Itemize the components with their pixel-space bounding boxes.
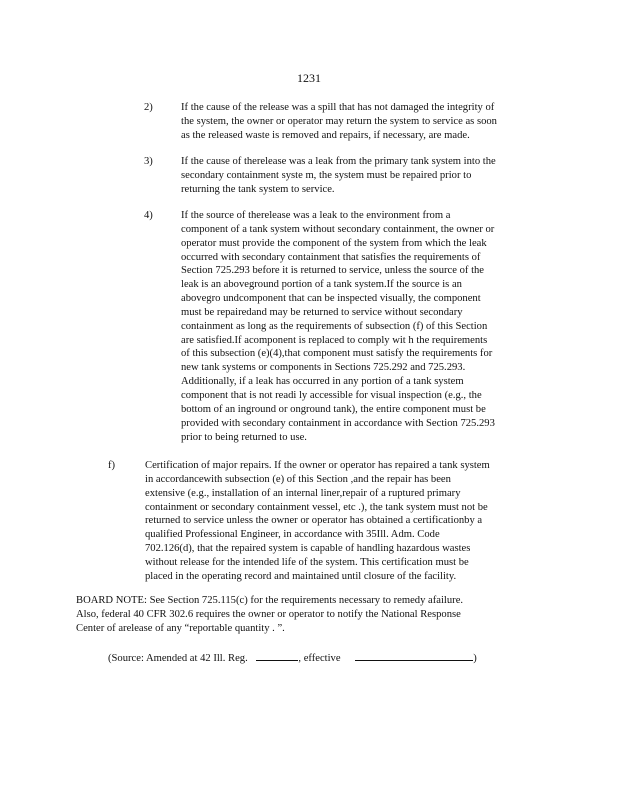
- source-note: [108, 650, 477, 664]
- item-line: placed in the operating record and maintained until closure of the facility.: [145, 570, 457, 582]
- source-prefix: (Source: Amended at 42 Ill. Reg.: [108, 653, 248, 664]
- item-label: f): [108, 460, 116, 471]
- item-line: in accordancewith subsection (e) of this Section ,and the repair has been: [145, 473, 451, 485]
- item-line: component of a tank system without secondary containment, the owner or: [181, 223, 495, 235]
- item-line: Section 725.293 before it is returned to service, unless the source of the: [181, 265, 485, 277]
- item-line: leak is an aboveground portion of a tank system.If the source is an: [181, 279, 462, 291]
- item-line: returning the tank system to service.: [181, 183, 335, 195]
- item-line: qualified Professional Engineer, in accordance with 35Ill. Adm. Code: [145, 529, 440, 541]
- item-line: abovegro undcomponent that can be inspected visually, the component: [181, 293, 481, 305]
- item-line: the system, the owner or operator may return the system to service as soon: [181, 115, 497, 127]
- item-line: If the cause of the release was a spill that has not damaged the integrity of: [181, 102, 495, 113]
- item-line: occurred with secondary containment that satisfies the requirements of: [181, 251, 481, 263]
- source-middle: , effective: [298, 653, 341, 664]
- item-line: Additionally, if a leak has occurred in any portion of a tank system: [181, 376, 464, 388]
- board-note-line: BOARD NOTE: See Section 725.115(c) for the requirements necessary to remedy afailure.: [76, 595, 464, 606]
- item-line: If the source of therelease was a leak to the environment from a: [181, 210, 451, 221]
- board-note-line: Also, federal 40 CFR 302.6 requires the owner or operator to notify the National Response: [76, 608, 461, 620]
- item-line: containment as long as the requirements of subsection (f) of this Section: [181, 320, 488, 332]
- item-line: are satisfied.If acomponent is replaced to comply wit h the requirements: [181, 334, 488, 346]
- item-line: provided with secondary containment in accordance with Section 725.293: [181, 417, 495, 429]
- item-line: prior to being returned to use.: [181, 431, 307, 443]
- item-line: Certification of major repairs. If the owner or operator has repaired a tank system: [145, 460, 490, 471]
- register-page-blank: [256, 650, 298, 661]
- board-note-line: Center of arelease of any “reportable quantity . ”.: [76, 622, 285, 634]
- item-line: as the released waste is removed and repairs, if necessary, are made.: [181, 129, 470, 141]
- item-line: 702.126(d), that the repaired system is capable of handling hazardous wastes: [145, 543, 471, 555]
- item-line: component that is not readi ly accessible for visual inspection (e.g., the: [181, 389, 482, 401]
- item-line: new tank systems or components in Sections 725.292 and 725.293.: [181, 362, 466, 374]
- item-line: bottom of an inground or onground tank), the entire component must be: [181, 403, 486, 415]
- item-line: operator must provide the component of the system from which the leak: [181, 237, 487, 249]
- item-line: secondary containment syste m, the system must be repaired prior to: [181, 169, 472, 181]
- item-line: of this subsection (e)(4),that component must satisfy the requirements for: [181, 348, 493, 360]
- item-line: containment or secondary containment vessel, etc .), the tank system must not be: [145, 501, 488, 513]
- board-note: [76, 594, 508, 636]
- item-line: must be repairedand may be returned to service without secondary: [181, 306, 463, 318]
- item-line: without release for the intended life of the system. This certification must be: [145, 556, 469, 568]
- item-label: 3): [144, 156, 153, 167]
- effective-date-blank: [355, 650, 473, 661]
- source-suffix: ): [473, 653, 477, 664]
- item-label: 2): [144, 102, 153, 113]
- item-line: returned to service unless the owner or operator has obtained a certificationby a: [145, 515, 483, 527]
- item-label: 4): [144, 210, 153, 221]
- item-line: If the cause of therelease was a leak from the primary tank system into the: [181, 156, 496, 167]
- page-number: 1231: [297, 71, 321, 85]
- item-line: extensive (e.g., installation of an internal liner,repair of a ruptured primary: [145, 487, 461, 499]
